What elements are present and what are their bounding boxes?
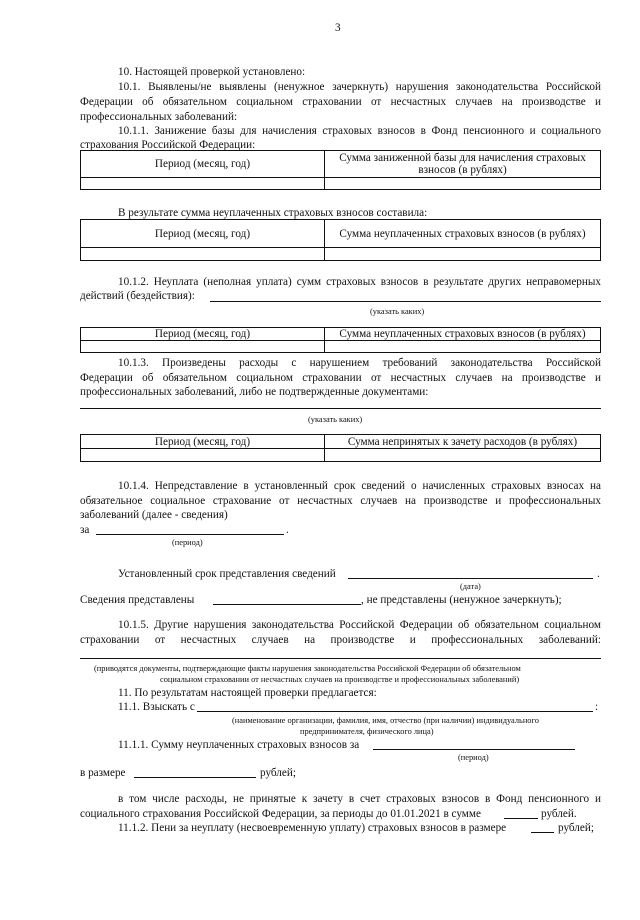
- note-documents-line1: (приводятся документы, подтверждающие факты нарушения законодательства Российской Федерации об обязательном: [94, 664, 521, 673]
- deadline-label: Установленный срок представления сведений: [118, 568, 336, 580]
- submitted-label: Сведения представлены: [80, 594, 195, 606]
- section-10-1-line1: 10.1. Выявлены/не выявлены (ненужное зачеркнуть) нарушения законодательства Российской: [118, 81, 601, 93]
- deadline-dot: .: [597, 568, 600, 580]
- period-field[interactable]: [96, 534, 284, 535]
- table-unpaid-contributions: [80, 219, 601, 261]
- deadline-date-field[interactable]: [348, 578, 593, 579]
- table-header-period: Период (месяц, год): [81, 151, 325, 178]
- expenses-field[interactable]: [80, 408, 601, 409]
- table-cell[interactable]: [325, 248, 601, 261]
- section-10-1-4-line1: 10.1.4. Непредставление в установленный срок сведений о начисленных страховых взносах на: [118, 480, 601, 492]
- including-line1: в том числе расходы, не принятые к зачету в счет страховых взносов в Фонд пенсионного и: [118, 793, 601, 805]
- penalty-amount-field[interactable]: [531, 832, 554, 833]
- penalty-rub: рублей;: [558, 822, 594, 834]
- section-10-heading: 10. Настоящей проверкой установлено:: [118, 66, 306, 78]
- section-10-1-5-line2: страховании от несчастных случаев на производстве и профессиональных заболеваний:: [80, 634, 601, 646]
- table-cell[interactable]: [325, 341, 601, 353]
- section-10-1-2-line2: действий (бездействия):: [80, 290, 195, 302]
- section-10-1-1-line1: 10.1.1. Занижение базы для начисления страховых взносов в Фонд пенсионного и социального: [118, 125, 601, 137]
- table-header-amount: Сумма неуплаченных страховых взносов (в рублях): [325, 328, 601, 341]
- hint-organization-line2: предпринимателя, физического лица): [300, 727, 434, 736]
- result-text: В результате сумма неуплаченных страховых взносов составила:: [118, 207, 428, 219]
- not-submitted-text: , не представлены (ненужное зачеркнуть);: [361, 594, 562, 606]
- amount-label: в размере: [80, 767, 126, 779]
- hint-specify: (указать каких): [370, 307, 425, 316]
- note-documents-line2: социальном страховании от несчастных случаев на производстве и профессиональных заболеваний): [160, 675, 520, 684]
- submitted-date-field[interactable]: [213, 604, 361, 605]
- table-header-amount: Сумма заниженной базы для начисления страховых взносов (в рублях): [325, 151, 601, 178]
- table-cell[interactable]: [81, 178, 325, 190]
- table-header-amount: Сумма неуплаченных страховых взносов (в рублях): [325, 220, 601, 248]
- section-10-1-3-line2: Федерации об обязательном социальном страховании от несчастных случаев на производстве и: [80, 372, 601, 384]
- hint-specify: (указать каких): [308, 415, 363, 424]
- other-actions-field[interactable]: [210, 301, 601, 302]
- rub-label: рублей;: [260, 767, 296, 779]
- unpaid-amount-field[interactable]: [134, 777, 256, 778]
- unpaid-period-field[interactable]: [373, 749, 575, 750]
- table-header-period: Период (месяц, год): [81, 220, 325, 248]
- hint-organization-line1: (наименование организации, фамилия, имя, отчество (при наличии) индивидуального: [232, 716, 539, 725]
- table-understated-base: [80, 150, 601, 190]
- table-cell[interactable]: [325, 178, 601, 190]
- collect-from-colon: :: [595, 701, 599, 713]
- section-11-heading: 11. По результатам настоящей проверки предлагается:: [118, 687, 377, 699]
- table-cell[interactable]: [325, 449, 601, 462]
- section-10-1-2-line1: 10.1.2. Неуплата (неполная уплата) сумм страховых взносов в результате других неправомерных: [118, 276, 601, 288]
- page-number: 3: [335, 22, 341, 34]
- period-dot: .: [286, 524, 289, 536]
- section-11-1-1-label: 11.1.1. Сумму неуплаченных страховых взносов за: [118, 739, 360, 751]
- hint-period: (период): [172, 538, 203, 547]
- including-rub: рублей.: [541, 808, 577, 820]
- section-10-1-4-line3: заболеваний (далее - сведения): [80, 509, 228, 521]
- section-10-1-3-line3: профессиональных заболеваний, либо не подтвержденные документами:: [80, 386, 429, 398]
- table-header-amount: Сумма непринятых к зачету расходов (в рублях): [325, 435, 601, 449]
- table-unpaid-other: [80, 327, 601, 353]
- label-za: за: [80, 524, 90, 536]
- section-10-1-line3: профессиональных заболеваний:: [80, 111, 238, 123]
- section-10-1-4-line2: обязательное социальное страхование от несчастных случаев на производстве и профессиональных: [80, 495, 601, 507]
- table-header-period: Период (месяц, год): [81, 328, 325, 341]
- hint-date: (дата): [460, 582, 481, 591]
- section-10-1-line2: Федерации об обязательном социальном страховании от несчастных случаев на производстве и: [80, 96, 601, 108]
- table-rejected-expenses: [80, 434, 601, 462]
- hint-period: (период): [458, 753, 489, 762]
- expenses-amount-field[interactable]: [504, 818, 538, 819]
- other-violations-field[interactable]: [80, 658, 601, 659]
- section-10-1-5-line1: 10.1.5. Другие нарушения законодательства Российской Федерации об обязательном социальном: [118, 619, 601, 631]
- collect-from-label: 11.1. Взыскать с: [118, 701, 195, 713]
- including-line2: социального страхования Российской Федерации, за периоды до 01.01.2021 в сумме: [80, 808, 481, 820]
- table-cell[interactable]: [81, 248, 325, 261]
- section-10-1-1-line2: страхования Российской Федерации:: [80, 139, 256, 151]
- section-10-1-3-line1: 10.1.3. Произведены расходы с нарушением требований законодательства Российской: [118, 357, 601, 369]
- table-cell[interactable]: [81, 341, 325, 353]
- penalty-label: 11.1.2. Пени за неуплату (несвоевременную уплату) страховых взносов в размере: [118, 822, 507, 834]
- table-header-period: Период (месяц, год): [81, 435, 325, 449]
- table-cell[interactable]: [81, 449, 325, 462]
- collect-from-field[interactable]: [197, 711, 593, 712]
